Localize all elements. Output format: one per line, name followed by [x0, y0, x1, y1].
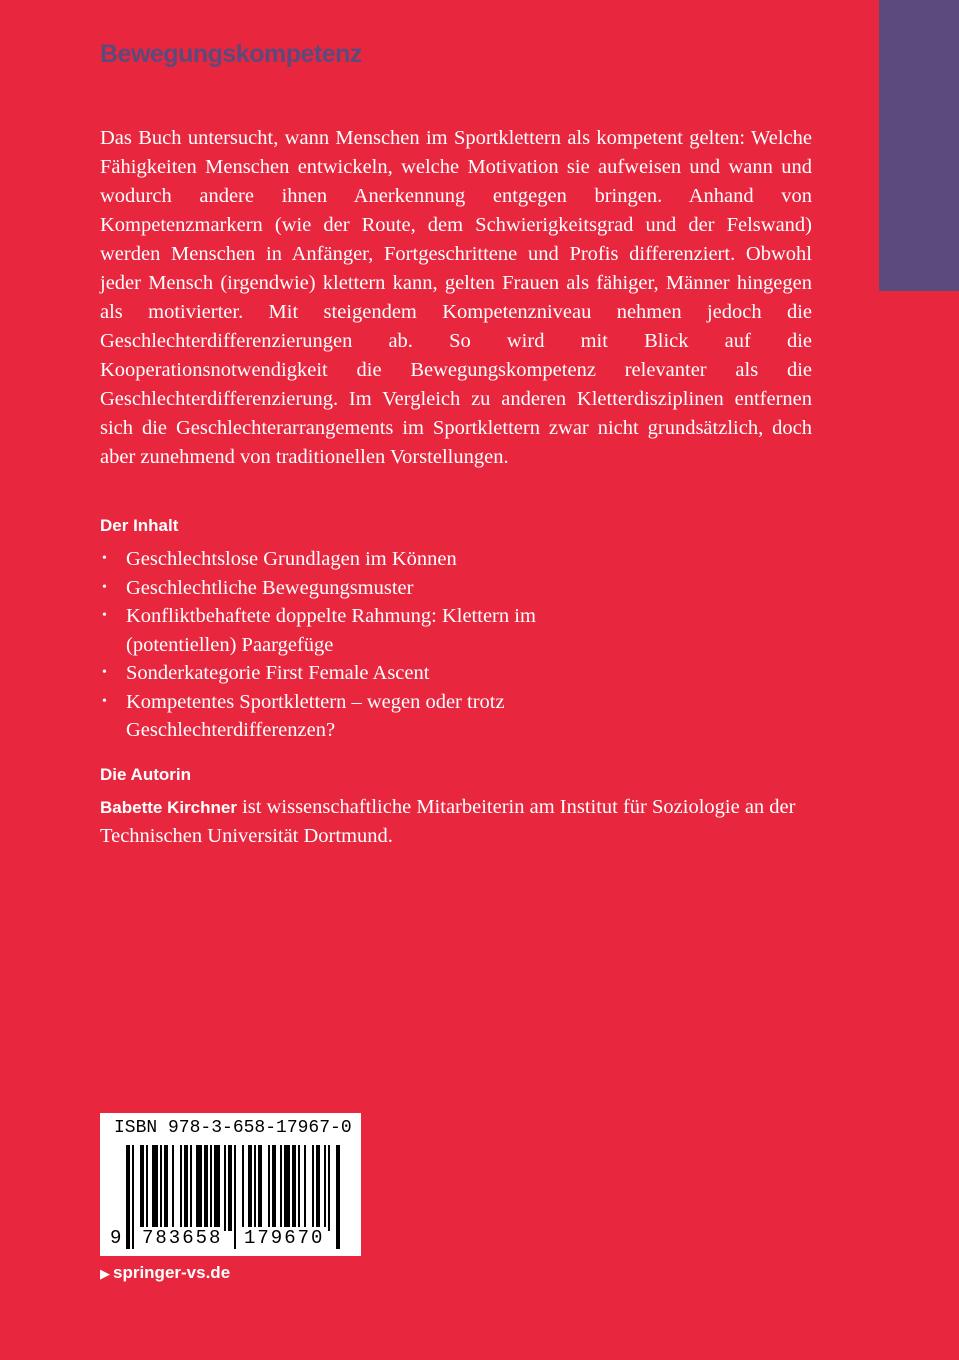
barcode-bar [298, 1145, 300, 1231]
author-name: Babette Kirchner [100, 798, 237, 817]
barcode-bar [242, 1145, 244, 1231]
barcode-bar [146, 1145, 148, 1231]
barcode-bar [132, 1145, 134, 1249]
book-title: Bewegungskompetenz [100, 40, 362, 68]
barcode-bar [196, 1145, 202, 1231]
barcode-bar [214, 1145, 220, 1231]
list-item: • Geschlechtslose Grundlagen im Können [100, 545, 700, 574]
play-arrow-icon: ▶ [100, 1266, 110, 1281]
barcode-bar [172, 1145, 174, 1231]
contents-list [100, 545, 700, 745]
barcode-bar [164, 1145, 168, 1231]
barcode-bar [304, 1145, 306, 1231]
list-item: • Konfliktbehaftete doppelte Rahmung: Klettern im (potentiellen) Paargefüge [100, 602, 576, 659]
publisher-website[interactable] [100, 1263, 230, 1283]
ean-first-digit: 9 [110, 1227, 124, 1249]
list-item: • Kompetentes Sportklettern – wegen oder trotz Geschlechterdifferenzen? [100, 688, 526, 745]
barcode-bar [210, 1145, 212, 1231]
contents-heading: Der Inhalt [100, 516, 179, 535]
website-label: springer-vs.de [113, 1263, 231, 1282]
barcode-bar [228, 1145, 232, 1231]
barcode-bar [248, 1145, 252, 1231]
barcode-bar [224, 1145, 226, 1231]
isbn-label: ISBN 978-3-658-17967-0 [114, 1118, 352, 1138]
barcode-bar [140, 1145, 144, 1231]
list-item: • Geschlechtliche Bewegungsmuster [100, 574, 700, 603]
barcode-bar [280, 1145, 282, 1231]
barcode-bar [272, 1145, 276, 1231]
barcode-bar [258, 1145, 262, 1231]
side-color-bar [879, 0, 959, 291]
barcode-bar [316, 1145, 320, 1231]
barcode-bar [160, 1145, 162, 1231]
barcode-bar [190, 1145, 192, 1231]
author-bio [100, 793, 812, 851]
barcode-bar [336, 1145, 340, 1249]
barcode-bar [204, 1145, 208, 1231]
barcode-bar [126, 1145, 130, 1249]
barcode-bar [152, 1145, 158, 1231]
barcode-bar [312, 1145, 314, 1231]
barcode-bar [254, 1145, 256, 1231]
barcode-bar [328, 1145, 330, 1231]
ean-left-digits: 783658 [142, 1227, 223, 1249]
barcode-bar [180, 1145, 182, 1231]
barcode-bar [234, 1145, 236, 1249]
barcode [100, 1113, 361, 1256]
barcode-bar [184, 1145, 188, 1231]
barcode-bar [324, 1145, 326, 1231]
author-bio-text: ist wissenschaftliche Mitarbeiterin am Institut für Soziologie an der Technischen Universität Dortmund. [100, 796, 796, 847]
author-heading: Die Autorin [100, 765, 191, 784]
barcode-bar [292, 1145, 296, 1231]
ean-right-digits: 179670 [244, 1227, 325, 1249]
list-item: • Sonderkategorie First Female Ascent [100, 659, 700, 688]
barcode-bar [268, 1145, 270, 1231]
barcode-bar [284, 1145, 290, 1231]
abstract-text: Das Buch untersucht, wann Menschen im Sportklettern als kompetent gelten: Welche Fähigkeiten Menschen entwickeln, welche Motivation sie aufweisen und wann und wodurch andere ihnen Anerkennung entgegen bringen. Anhand von Kompetenzmarkern (wie der Route, dem Schwierigkeitsgrad und der Felswand) werden Menschen in Anfänger, Fortgeschrittene und Profis differenziert. Obwohl jeder Mensch (irgendwie) klettern kann, gelten Frauen als fähiger, Männer hingegen als motivierter. Mit steigendem Kompetenzniveau nehmen jedoch die Geschlechterdifferenzierungen ab. So wird mit Blick auf die Kooperationsnotwendigkeit die Bewegungskompetenz relevanter als die Geschlechterdifferenzierung. Im Vergleich zu anderen Kletterdisziplinen entfernen sich die Geschlechterarrangements im Sportklettern zwar nicht grundsätzlich, doch aber zunehmend von traditionellen Vorstellungen. [100, 127, 812, 468]
